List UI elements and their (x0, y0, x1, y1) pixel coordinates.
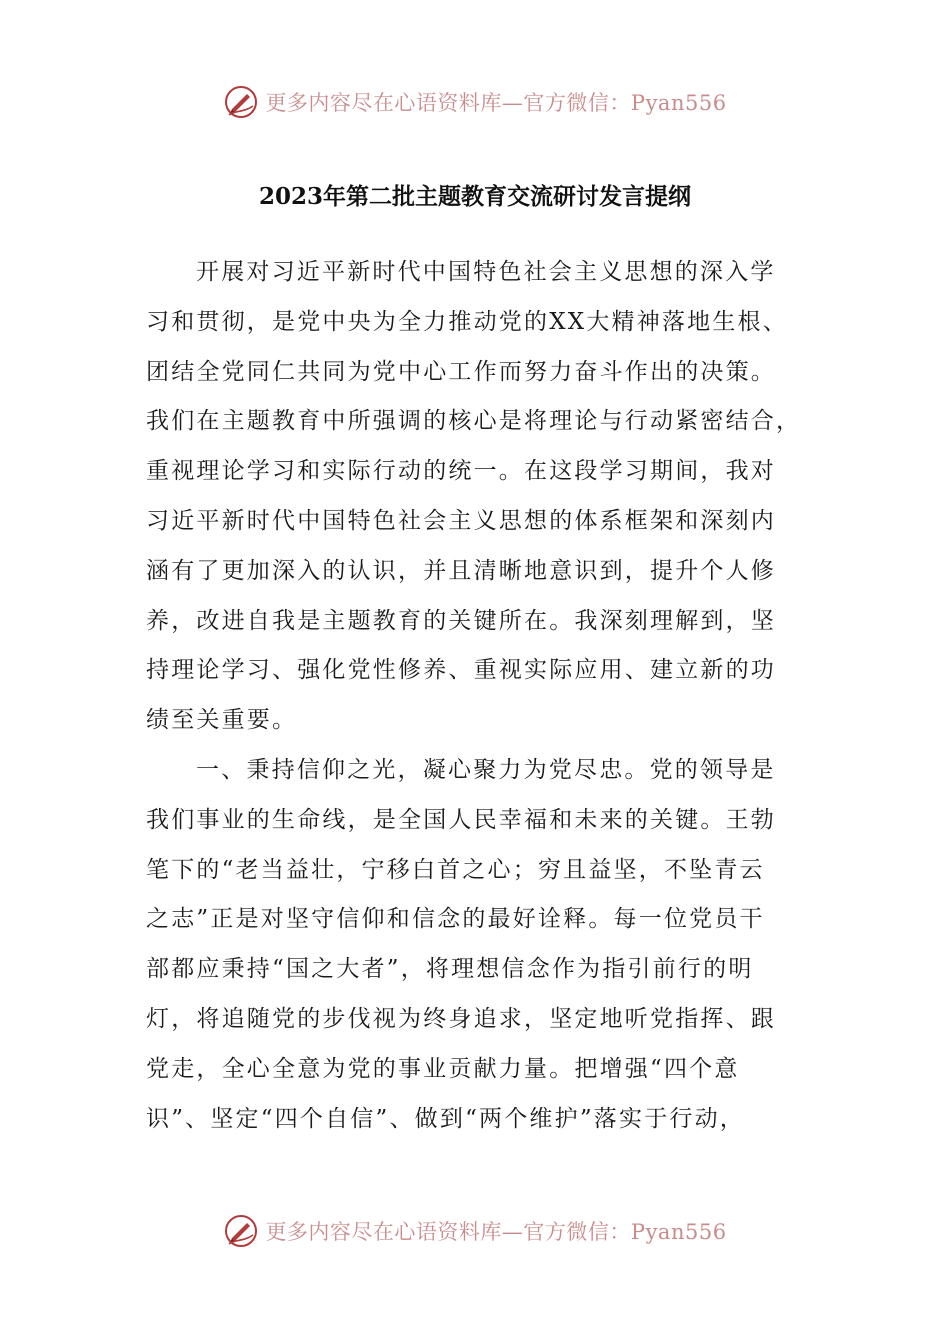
text-line: 识”、坚定“四个自信”、做到“两个维护”落实于行动， (146, 1105, 745, 1132)
text-line: 开展对习近平新时代中国特色社会主义思想的深入学 (196, 259, 776, 285)
header-banner (0, 80, 950, 124)
text-line: 一、秉持信仰之光，凝心聚力为党尽忠。党的领导是 (196, 756, 776, 783)
text-line: 习和贯彻，是党中央为全力推动党的XX大精神落地生根、 (146, 308, 788, 335)
text-line: 部都应秉持“国之大者”，将理想信念作为指引前行的明 (146, 956, 754, 983)
banner-text: 更多内容尽在心语资料库—官方微信：Pyan556 (265, 91, 727, 115)
text-line: 习近平新时代中国特色社会主义思想的体系框架和深刻内 (146, 507, 776, 534)
text-line: 持理论学习、强化党性修养、重视实际应用、建立新的功 (146, 657, 776, 684)
text-line: 我们在主题教育中所强调的核心是将理论与行动紧密结合， (146, 408, 802, 435)
text-line: 团结全党同仁共同为党中心工作而努力奋斗作出的决策。 (146, 358, 776, 385)
document-title: 2023年第二批主题教育交流研讨发言提纲 (258, 183, 691, 210)
text-line: 重视理论学习和实际行动的统一。在这段学习期间，我对 (146, 458, 776, 485)
text-line: 涵有了更加深入的认识，并且清晰地意识到，提升个人修 (146, 557, 776, 584)
pen-emblem-logo (223, 1213, 259, 1249)
pen-emblem-logo (223, 84, 259, 120)
text-line: 之志”正是对坚守信仰和信念的最好诠释。每一位党员干 (146, 906, 765, 933)
text-line: 绩至关重要。 (146, 707, 298, 734)
text-line: 笔下的“老当益壮，宁移白首之心；穷且益坚，不坠青云 (146, 856, 765, 883)
document-body (146, 248, 806, 1144)
banner-text: 更多内容尽在心语资料库—官方微信：Pyan556 (265, 1220, 727, 1244)
text-line: 灯，将追随党的步伐视为终身追求，坚定地听党指挥、跟 (146, 1005, 776, 1032)
text-line: 党走，全心全意为党的事业贡献力量。把增强“四个意 (146, 1055, 740, 1082)
text-line: 养，改进自我是主题教育的关键所在。我深刻理解到，坚 (146, 607, 776, 634)
footer-banner (0, 1209, 950, 1253)
text-line: 我们事业的生命线，是全国人民幸福和未来的关键。王勃 (146, 806, 776, 833)
